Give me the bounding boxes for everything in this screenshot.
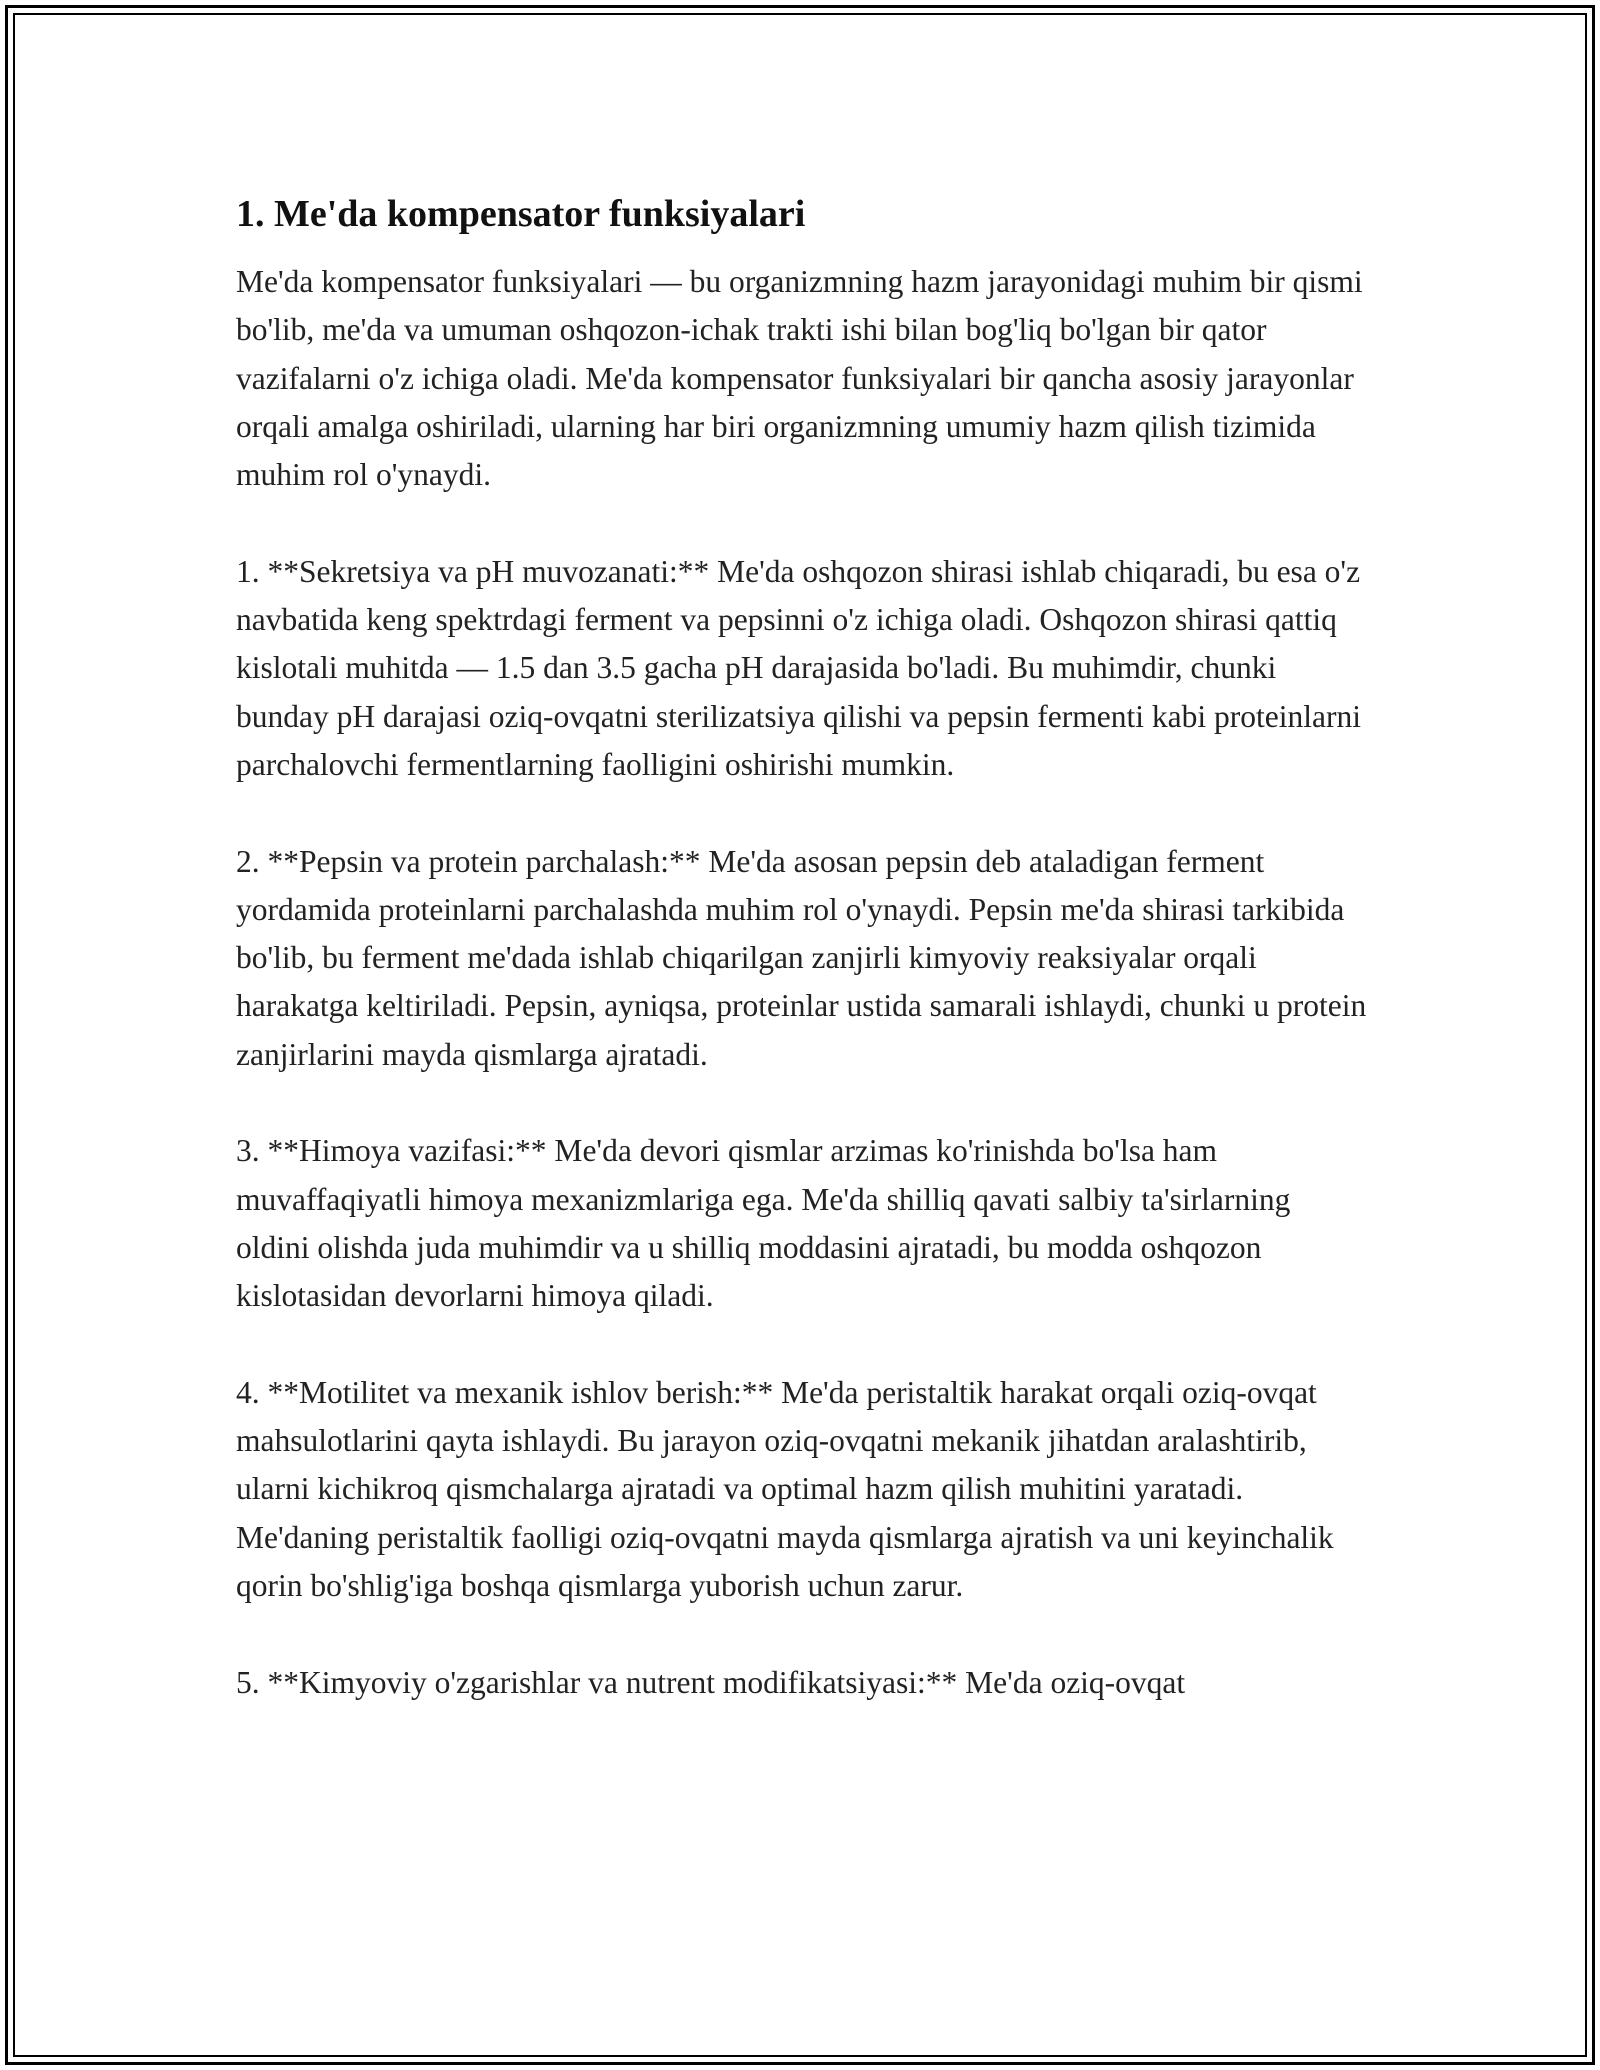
item-pepsin-protein: 2. **Pepsin va protein parchalash:** Me'da asosan pepsin deb ataladigan ferment yordamida proteinlarni parchalashda muhim rol o'ynaydi. Pepsin me'da shirasi tarkibida bo'lib, bu ferment me'dada ishlab chiqarilgan zanjirli kimyoviy reaksiyalar orqali harakatga keltiriladi. Pepsin, ayniqsa, proteinlar ustida samarali ishlaydi, chunki u protein zanjirlarini mayda qismlarga ajratadi. xyxy=(236,843,1367,1072)
item-motility: 4. **Motilitet va mexanik ishlov berish:** Me'da peristaltik harakat orqali oziq-ovqat mahsulotlarini qayta ishlaydi. Bu jarayon oziq-ovqatni mekanik jihatdan aralashtirib, ularni kichikroq qismchalarga ajratadi va optimal hazm qilish muhitini yaratadi. Me'daning peristaltik faolligi oziq-ovqatni mayda qismlarga ajratish va uni keyinchalik qorin bo'shlig'iga boshqa qismlarga yuborish uchun zarur. xyxy=(236,1374,1334,1604)
document-page xyxy=(236,190,1371,1707)
intro-paragraph: Me'da kompensator funksiyalari — bu organizmning hazm jarayonidagi muhim bir qismi bo'lib, me'da va umuman oshqozon-ichak trakti ishi bilan bog'liq bo'lgan bir qator vazifalarni o'z ichiga oladi. Me'da kompensator funksiyalari bir qancha asosiy jarayonlar orqali amalga oshiriladi, ularning har biri organizmning umumiy hazm qilish tizimida muhim rol o'ynaydi. xyxy=(236,264,1363,493)
item-chemical-changes: 5. **Kimyoviy o'zgarishlar va nutrent modifikatsiyasi:** Me'da oziq-ovqat xyxy=(236,1664,1186,1700)
item-protection: 3. **Himoya vazifasi:** Me'da devori qismlar arzimas ko'rinishda bo'lsa ham muvaffaqiyatli himoya mexanizmlariga ega. Me'da shilliq qavati salbiy ta'sirlarning oldini olishda juda muhimdir va u shilliq moddasini ajratadi, bu modda oshqozon kislotasidan devorlarni himoya qiladi. xyxy=(236,1133,1291,1314)
item-secretion-ph: 1. **Sekretsiya va pH muvozanati:** Me'da oshqozon shirasi ishlab chiqaradi, bu esa o'z navbatida keng spektrdagi ferment va pepsinni o'z ichiga oladi. Oshqozon shirasi qattiq kislotali muhitda — 1.5 dan 3.5 gacha pH darajasida bo'ladi. Bu muhimdir, chunki bunday pH darajasi oziq-ovqatni sterilizatsiya qilishi va pepsin fermenti kabi proteinlarni parchalovchi fermentlarning faolligini oshirishi mumkin. xyxy=(236,553,1361,782)
section-heading: 1. Me'da kompensator funksiyalari xyxy=(236,193,806,235)
